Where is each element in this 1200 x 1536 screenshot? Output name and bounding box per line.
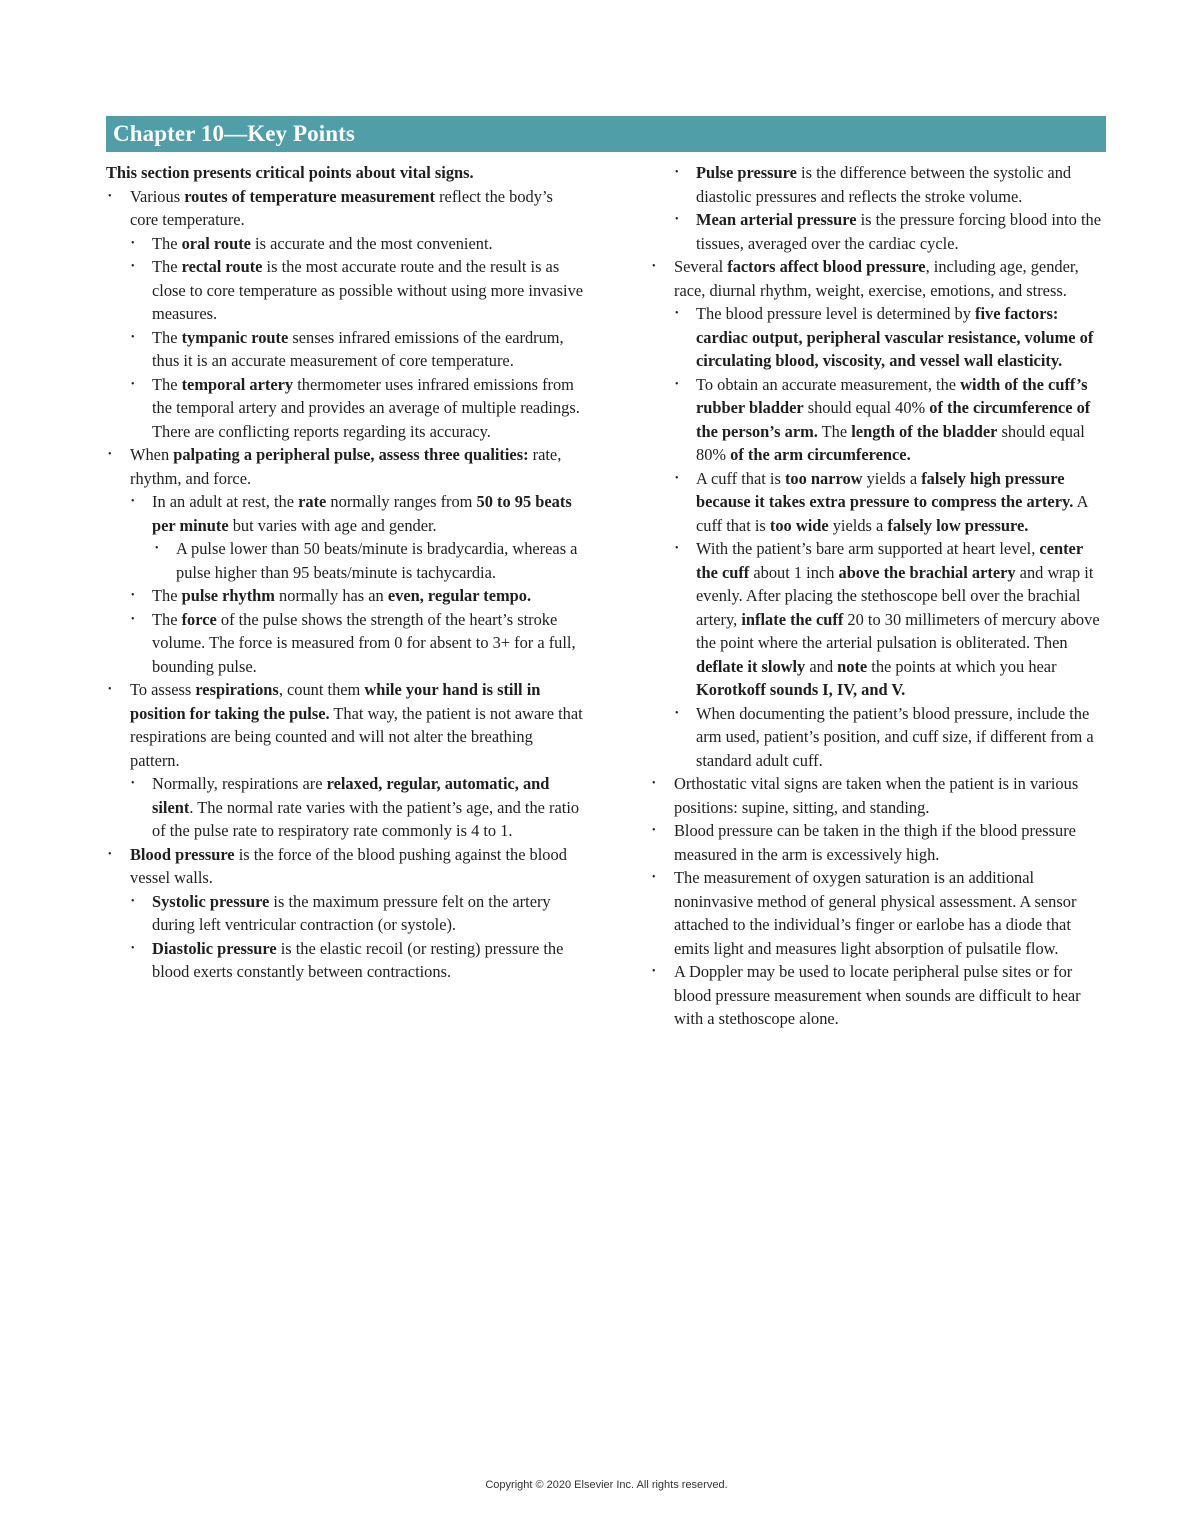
text-segment: is the force of the blood pushing against the blood vessel walls. <box>130 844 567 887</box>
bold-text: five factors: cardiac output, peripheral vascular resistance, volume of circulating blood, viscosity, and vessel wall elasticity. <box>696 304 1094 370</box>
text-segment: senses infrared emissions of the eardrum, thus it is an accurate measurement of core temperature. <box>152 327 564 370</box>
text-segment: With the patient’s bare arm supported at heart level, <box>696 539 1040 558</box>
bullet-item <box>106 937 584 984</box>
right-column <box>650 161 1106 1031</box>
bold-text: rectal route <box>181 257 263 276</box>
bold-text: center the cuff <box>696 539 1083 582</box>
text-segment: . The normal rate varies with the patient’s age, and the ratio of the pulse rate to respiratory rate commonly is 4 to 1. <box>152 797 580 840</box>
text-segment: A Doppler may be used to locate peripheral pulse sites or for blood pressure measurement when sounds are difficult to hear with a stethoscope alone. <box>674 962 1081 1028</box>
bold-text: respirations <box>195 680 279 699</box>
bold-text: even, regular tempo. <box>387 586 532 605</box>
bold-text: force <box>181 609 217 629</box>
bullet-item <box>650 866 1106 960</box>
chapter-title: Chapter 10—Key Points <box>113 121 355 146</box>
bullet-item <box>650 161 1106 208</box>
bold-text: of the arm circumference. <box>730 445 911 464</box>
text-segment: The <box>152 609 182 629</box>
text-segment: 20 to 30 millimeters of mercury above the point where the arterial pulsation is obliterated. Then <box>696 609 1100 652</box>
bullet-item <box>106 890 584 937</box>
text-segment: should equal 40% <box>803 398 930 417</box>
content-columns <box>106 161 1106 1031</box>
bold-text: Mean arterial pressure <box>696 210 857 229</box>
bullet-item <box>650 467 1106 538</box>
bold-text: tympanic route <box>181 327 289 347</box>
bullet-item <box>650 537 1106 702</box>
text-segment: The <box>152 327 182 347</box>
text-segment: Normally, respirations are <box>152 774 327 793</box>
bold-text: palpating a peripheral pulse, assess three qualities: <box>173 445 529 464</box>
bullet-item <box>106 232 584 256</box>
bullet-item <box>106 443 584 490</box>
text-segment: normally has an <box>274 586 388 605</box>
text-segment: The <box>817 421 852 441</box>
text-segment: , count them <box>278 680 365 699</box>
text-segment: of the pulse shows the strength of the heart’s stroke volume. The force is measured from 0 for absent to 3+ for a full, bounding pulse. <box>152 609 576 676</box>
bullet-item <box>650 302 1106 373</box>
bold-text: of the circumference of the person’s arm. <box>696 398 1091 441</box>
text-segment: The <box>152 257 182 276</box>
bullet-item <box>106 373 584 444</box>
bullet-item <box>650 702 1106 773</box>
bullet-item <box>106 608 584 679</box>
text-segment: A cuff that is <box>696 468 785 488</box>
text-segment: In an adult at rest, the <box>152 492 299 511</box>
bold-text: above the brachial artery <box>838 562 1016 582</box>
text-segment: A cuff that is <box>696 492 1088 535</box>
text-segment: The measurement of oxygen saturation is an additional noninvasive method of general physical assessment. A sensor attached to the individual’s finger or earlobe has a diode that emits light and measures light absorption of pulsatile flow. <box>674 868 1077 958</box>
bullet-item <box>106 678 584 772</box>
bullet-item <box>650 819 1106 866</box>
text-segment: To obtain an accurate measurement, the <box>696 374 961 394</box>
bullet-item <box>106 185 584 232</box>
bullet-item <box>106 584 584 608</box>
text-segment: When <box>130 445 174 464</box>
intro-text <box>106 161 584 185</box>
text-segment: That way, the patient is not aware that respirations are being counted and will not alter the breathing pattern. <box>130 703 583 770</box>
text-segment: normally ranges from <box>326 492 477 511</box>
text-segment: The <box>152 586 182 605</box>
bold-text: relaxed, regular, automatic, and silent <box>152 774 550 817</box>
text-segment: but varies with age and gender. <box>228 515 437 535</box>
bold-text: 50 to 95 beats per minute <box>152 492 572 535</box>
bold-text: falsely high pressure because it takes extra pressure to compress the artery. <box>696 468 1074 511</box>
text-segment: yields a <box>862 468 922 488</box>
text-segment: rate, rhythm, and force. <box>130 445 562 488</box>
text-segment: is the most accurate route and the result is as close to core temperature as possible without using more invasive measures. <box>152 257 584 323</box>
text-segment: is the elastic recoil (or resting) pressure the blood exerts constantly between contractions. <box>152 938 564 981</box>
text-segment: is the maximum pressure felt on the artery during left ventricular contraction (or systole). <box>152 891 551 934</box>
bullet-item <box>106 843 584 890</box>
chapter-banner <box>106 116 1106 152</box>
text-segment: the points at which you hear <box>867 656 1057 676</box>
bold-text: length of the bladder <box>851 421 998 441</box>
text-segment: should equal 80% <box>696 421 1085 464</box>
bold-text: too narrow <box>784 468 863 488</box>
bold-text: This section presents critical points about vital signs. <box>106 163 474 182</box>
text-segment: is accurate and the most convenient. <box>250 233 493 253</box>
text-segment: and wrap it evenly. After placing the stethoscope bell over the brachial artery, <box>696 562 1094 629</box>
bullet-item <box>650 208 1106 255</box>
bold-text: too wide <box>769 515 829 535</box>
bullet-item <box>106 255 584 326</box>
bold-text: Systolic pressure <box>152 891 270 911</box>
text-segment: The blood pressure level is determined by <box>696 304 976 323</box>
bold-text: falsely low pressure. <box>887 515 1029 535</box>
text-segment: yields a <box>828 515 888 535</box>
bold-text: Korotkoff sounds I, IV, and V. <box>696 680 906 699</box>
text-segment: is the difference between the systolic and diastolic pressures and reflects the stroke volume. <box>696 163 1072 206</box>
bullet-item <box>650 772 1106 819</box>
text-segment: A pulse lower than 50 beats/minute is bradycardia, whereas a pulse higher than 95 beats/minute is tachycardia. <box>176 539 578 582</box>
bullet-item <box>650 255 1106 302</box>
bold-text: deflate it slowly <box>696 656 806 676</box>
text-segment: Several <box>674 257 728 276</box>
bold-text: rate <box>298 492 327 511</box>
left-column <box>106 161 584 1031</box>
bullet-item <box>106 537 584 584</box>
bullet-item <box>106 772 584 843</box>
bold-text: Blood pressure <box>130 844 235 864</box>
text-segment: and <box>805 656 838 676</box>
bold-text: Pulse pressure <box>696 163 797 182</box>
bullet-item <box>106 490 584 537</box>
text-segment: is the pressure forcing blood into the tissues, averaged over the cardiac cycle. <box>696 210 1101 253</box>
text-segment: Orthostatic vital signs are taken when the patient is in various positions: supine, sitting, and standing. <box>674 774 1079 817</box>
bullet-item <box>650 960 1106 1031</box>
text-segment: The <box>152 374 182 394</box>
text-segment: The <box>152 233 182 253</box>
bold-text: while your hand is still in position for taking the pulse. <box>130 680 541 723</box>
text-segment: about 1 inch <box>749 562 839 582</box>
key-points-page <box>106 116 1106 1031</box>
text-segment: thermometer uses infrared emissions from the temporal artery and provides an average of multiple readings. There are conflicting reports regarding its accuracy. <box>152 374 580 441</box>
bold-text: temporal artery <box>181 374 294 394</box>
text-segment: To assess <box>130 680 196 699</box>
text-segment: Various <box>130 186 185 206</box>
text-segment: reflect the body’s core temperature. <box>130 186 553 229</box>
text-segment: When documenting the patient’s blood pressure, include the arm used, patient’s position, and cuff size, if different from a standard adult cuff. <box>696 703 1094 770</box>
bold-text: Diastolic pressure <box>152 938 277 958</box>
bold-text: inflate the cuff <box>741 609 844 629</box>
text-segment: , including age, gender, race, diurnal rhythm, weight, exercise, emotions, and stress. <box>674 257 1079 300</box>
text-segment: Blood pressure can be taken in the thigh if the blood pressure measured in the arm is excessively high. <box>674 821 1076 864</box>
bold-text: oral route <box>181 233 251 253</box>
bold-text: routes of temperature measurement <box>184 186 435 206</box>
bullet-item <box>106 326 584 373</box>
bold-text: factors affect blood pressure <box>727 257 926 276</box>
bullet-item <box>650 373 1106 467</box>
copyright-footer: Copyright © 2020 Elsevier Inc. All rights reserved. <box>485 1479 728 1491</box>
bold-text: pulse rhythm <box>181 586 275 605</box>
bold-text: width of the cuff’s rubber bladder <box>696 374 1088 417</box>
bold-text: note <box>837 656 868 676</box>
